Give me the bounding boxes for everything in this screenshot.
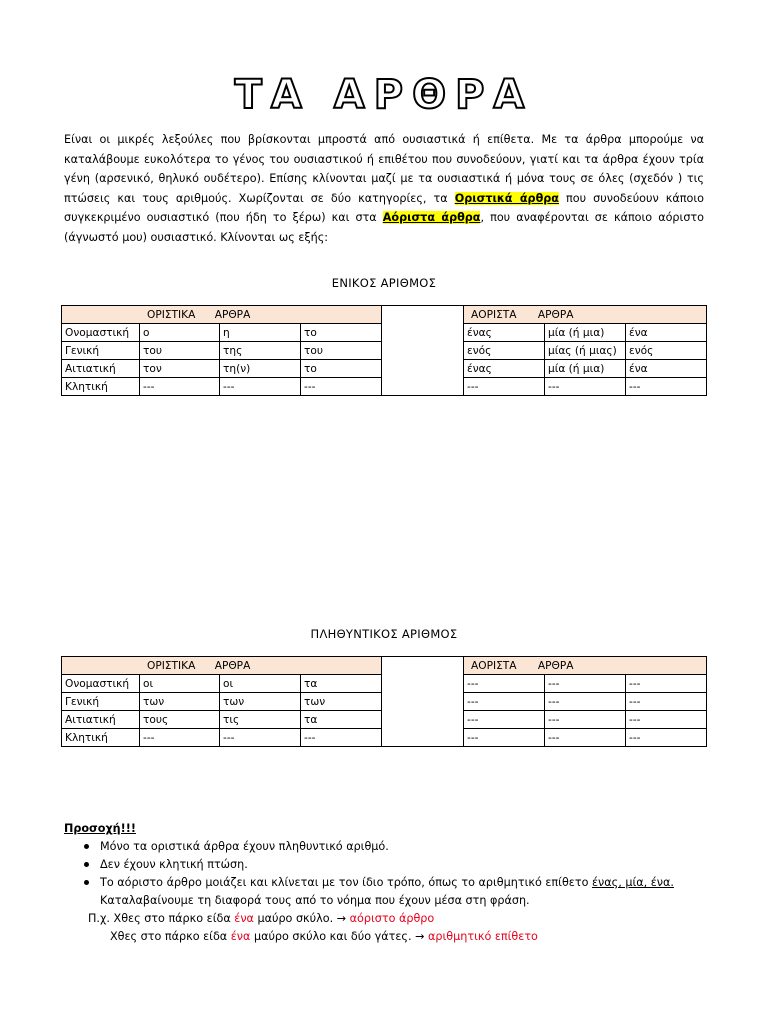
example-line: Π.χ. Χθες στο πάρκο είδα ένα μαύρο σκύλο. → αόριστο άρθρο xyxy=(88,912,435,925)
list-item: Δεν έχουν κλητική πτώση. xyxy=(80,856,724,874)
highlight-definite: Οριστικά άρθρα xyxy=(454,191,559,205)
table-row: Κλητική --- --- --- --- --- --- xyxy=(62,378,707,396)
example-line: Χθες στο πάρκο είδα ένα μαύρο σκύλο και δύο γάτες. → αριθμητικό επίθετο xyxy=(110,930,538,943)
list-item: Το αόριστο άρθρο μοιάζει και κλίνεται με τον ίδιο τρόπο, όπως το αριθμητικό επίθετο ένας, μία, ένα. Καταλαβαίνουμε τη διαφορά τους από το νόημα που έχουν μέσα στη φράση. xyxy=(80,874,724,910)
table-row: Γενική του της του ενός μίας (ή μιας) ενός xyxy=(62,342,707,360)
singular-heading: ΕΝΙΚΟΣ ΑΡΙΘΜΟΣ xyxy=(331,276,437,290)
plural-table xyxy=(61,656,707,747)
table-row: Γενική των των των --- --- --- xyxy=(62,693,707,711)
table-header-row xyxy=(62,657,707,675)
table-row: Κλητική --- --- --- --- --- --- xyxy=(62,729,707,747)
note-list xyxy=(64,838,724,910)
definite-header: ΟΡΙΣΤΙΚΑ ΑΡΘΡΑ xyxy=(147,308,251,321)
table-row: Αιτιατική τους τις τα --- --- --- xyxy=(62,711,707,729)
highlight-indefinite: Αόριστα άρθρα xyxy=(382,211,481,225)
note-title: Προσοχή!!! xyxy=(64,822,136,835)
plural-heading: ΠΛΗΘΥΝΤΙΚΟΣ ΑΡΙΘΜΟΣ xyxy=(310,627,458,641)
indefinite-header: ΑΟΡΙΣΤΑ ΑΡΘΡΑ xyxy=(471,659,574,672)
attention-note xyxy=(64,820,724,946)
table-row: Αιτιατική τον τη(ν) το ένας μία (ή μια) ένα xyxy=(62,360,707,378)
table-header-row xyxy=(62,306,707,324)
table-row: Ονομαστική οι οι τα --- --- --- xyxy=(62,675,707,693)
page-title: ΤΑ ΑΡΘΡΑ xyxy=(234,72,534,118)
singular-table xyxy=(61,305,707,396)
indefinite-header: ΑΟΡΙΣΤΑ ΑΡΘΡΑ xyxy=(471,308,574,321)
definite-header: ΟΡΙΣΤΙΚΑ ΑΡΘΡΑ xyxy=(147,659,251,672)
list-item: Μόνο τα οριστικά άρθρα έχουν πληθυντικό αριθμό. xyxy=(80,838,724,856)
table-row: Ονομαστική ο η το ένας μία (ή μια) ένα xyxy=(62,324,707,342)
intro-paragraph: Είναι οι μικρές λεξούλες που βρίσκονται μπροστά από ουσιαστικά ή επίθετα. Με τα άρθρα μπορούμε να καταλάβουμε ευκολότερα το γένος του ουσιαστικού ή επιθέτου που συνοδεύουν, γιατί και τα άρθρα έχουν τρία γένη (αρσενικό, θηλυκό ουδέτερο). Επίσης κλίνονται μαζί με τα ουσιαστικά ή μόνα τους σε όλες (σχεδόν ) τις πτώσεις και τους αριθμούς. Χωρίζονται σε δύο κατηγορίες, τα Οριστικά άρθρα που συνοδεύουν κάποιο συγκεκριμένο ουσιαστικό (που ήδη το ξέρω) και στα Αόριστα άρθρα, που αναφέρονται σε κάποιο αόριστο (άγνωστό μου) ουσιαστικό. Κλίνονται ως εξής: xyxy=(64,133,704,244)
